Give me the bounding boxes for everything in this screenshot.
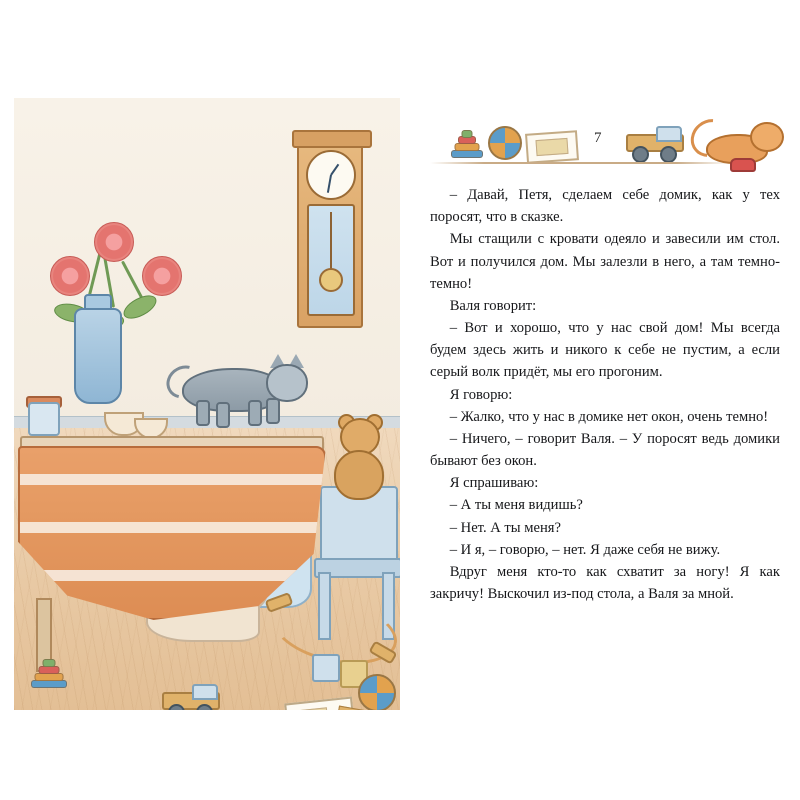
truck-cab [192,684,218,700]
story-body [430,184,780,605]
tablecloth-stripe [20,522,324,533]
book-page-illustration [535,138,568,156]
story-paragraph: – А ты меня видишь? [449,497,583,514]
clock-minute-hand [327,175,332,193]
text-page [430,118,780,678]
page-number: 7 [594,130,602,146]
story-paragraph: – Нет. А ты меня? [449,519,561,536]
pyramid-ring [39,666,60,674]
pendulum-rod [330,212,332,270]
toy-cube [312,654,340,682]
chapter-headpiece [430,118,780,178]
story-paragraph: Я спрашиваю: [449,475,539,492]
story-paragraph: – Давай, Петя, сделаем себе домик, как у тех поросят, что в сказке. [430,187,780,226]
clock-pendulum-window [307,204,355,316]
story-paragraph: Мы стащили с кровати одеяло и завесили им стол. Вот и получился дом. Мы залезли в него, а там темно-темно! [430,231,780,292]
pendulum-bob [319,268,343,292]
tablecloth-stripe [20,474,324,485]
story-paragraph: Валя говорит: [449,297,537,314]
red-shoe-icon [730,158,756,172]
toy-ball [358,674,396,710]
pyramid-ring [455,143,480,151]
illustration-page [14,98,400,710]
flower-vase [74,308,122,404]
flower-icon [50,256,90,296]
truck-wheel [660,146,677,163]
pyramid-ring [462,130,473,138]
truck-cab [656,126,682,142]
toy-truck [162,686,216,710]
book-illustration [295,707,329,710]
story-paragraph: – И я, – говорю, – нет. Я даже себя не вижу. [449,541,721,558]
cat-leg [248,400,262,426]
story-paragraph: – Ничего, – говорит Валя. – У поросят ведь домики бывают без окон. [430,430,780,470]
jam-jar [28,402,60,436]
tablecloth-stripe [20,570,324,581]
wall-clock-icon [297,138,363,328]
story-paragraph: – Вот и хорошо, что у нас свой дом! Мы всегда будем здесь жить и никого к себе не пустим, а если серый волк придёт, мы его прогоним. [430,320,780,381]
toy-pyramid [32,658,66,688]
story-paragraph: Вдруг меня кто-то как схватит за ногу! Я как закричу! Выскочил из-под стола, а Валя за мной. [430,563,780,603]
toy-truck-icon [626,128,678,158]
toy-pyramid-icon [452,130,482,156]
cat-leg [266,398,280,424]
flower-icon [142,256,182,296]
pyramid-ring [451,150,483,158]
teddy-bear-body [334,450,384,500]
toy-ball-icon [488,126,522,160]
book-icon [525,130,579,164]
cat-leg [216,402,230,428]
story-paragraph: – Жалко, что у нас в домике нет окон, очень темно! [449,408,769,425]
cat-head [750,122,784,152]
clock-face [306,150,356,200]
pyramid-ring [35,673,64,681]
decorative-rule [430,162,730,164]
clock-hour-hand [330,164,339,176]
story-paragraph: Я говорю: [449,386,513,403]
clock-cornice [292,130,372,148]
truck-wheel [632,146,649,163]
cat-head [266,364,308,402]
pyramid-ring [31,680,67,688]
pyramid-ring [43,659,56,667]
cat-leg [196,400,210,426]
cat-icon [182,356,306,422]
flower-icon [94,222,134,262]
